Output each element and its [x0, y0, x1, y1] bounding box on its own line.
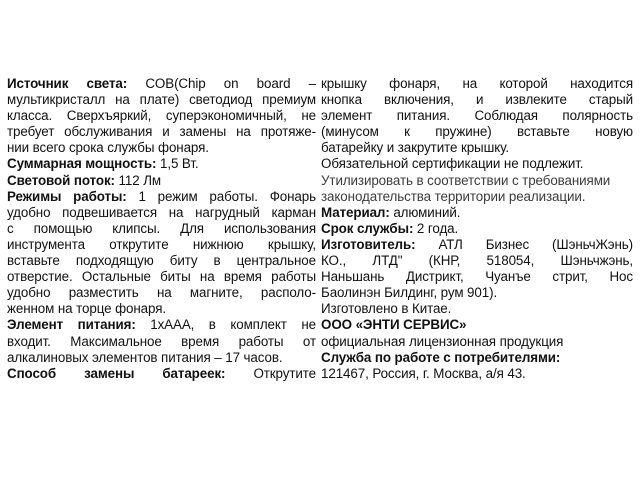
text-line: элемент питания. Соблюдая полярность — [321, 108, 633, 124]
text-line: (минусом к пружине) вставьте новую — [321, 124, 633, 140]
disposal-line: законодательства территории реализации. — [321, 188, 586, 204]
service-life-value: 2 года. — [413, 220, 459, 236]
material-key: Материал: — [321, 204, 390, 220]
battery-replace-key: Способ замены батареек: — [7, 365, 226, 381]
text-line: с помощью клипсы. Для использования — [7, 220, 316, 236]
modes-key: Режимы работы: — [7, 188, 127, 204]
customer-service-title: Служба по работе с потребителями: — [321, 349, 561, 365]
battery-value: 1хААА, в комплект не — [135, 317, 316, 333]
disposal-line: Утилизировать в соответствии с требованиями — [321, 172, 611, 188]
text-line: Обязательной сертификации не подлежит. — [321, 156, 584, 172]
manufacturer-value: АТЛ Бизнес (ШэньчЖэнь) — [415, 236, 633, 252]
luminous-flux-key: Световой поток: — [7, 172, 115, 188]
text-line: Баолинэн Билдинг, рум 901). — [321, 285, 498, 301]
text-line: вставьте подходящую биту в центральное — [7, 253, 316, 269]
text-line: Наньшань Дистрикт, Чуанъе стрит, Нос — [321, 269, 633, 285]
text-line: крышку фонаря, на которой находится — [321, 76, 633, 91]
text-line: кнопка включения, и извлеките старый — [321, 92, 633, 108]
text-line: батарейку и закрутите крышку. — [321, 140, 510, 156]
total-power-value: 1,5 Вт. — [156, 156, 199, 172]
modes-line — [7, 189, 316, 205]
license-line: официальная лицензионная продукция — [321, 333, 564, 349]
text-line: отверстие. Остальные биты на время работы — [7, 269, 316, 285]
text-line: мультикристалл на плате) светодиод премиум — [7, 92, 316, 108]
company-name: ООО «ЭНТИ СЕРВИС» — [321, 317, 467, 333]
luminous-flux-line — [7, 173, 316, 189]
service-life-line — [321, 221, 633, 237]
battery-replace-line — [7, 366, 316, 382]
text-line: класса. Сверхъяркий, суперэкономичный, не — [7, 108, 316, 124]
left-column — [7, 76, 316, 382]
light-source-line — [7, 76, 316, 92]
luminous-flux-value: 112 Лм — [114, 172, 161, 188]
manufacturer-line — [321, 237, 633, 253]
text-line: удобно разместить на магните, располо- — [7, 285, 316, 301]
material-line — [321, 205, 633, 221]
total-power-line — [7, 156, 316, 172]
modes-value: 1 режим работы. Фонарь — [126, 188, 316, 204]
service-life-key: Срок службы: — [321, 220, 414, 236]
text-line: КО., ЛТД" (КНР, 518054, Шэньчжэнь, — [321, 253, 633, 269]
text-line: удобно подвешивается на нагрудный карман — [7, 204, 316, 220]
made-in-line: Изготовлено в Китае. — [321, 301, 452, 317]
total-power-key: Суммарная мощность: — [7, 156, 157, 172]
light-source-key: Источник света: — [7, 76, 128, 91]
battery-key: Элемент питания: — [7, 317, 136, 333]
light-source-value: COB(Chip on board – — [127, 76, 316, 91]
text-line: требует обслуживания и замены на протяже- — [7, 124, 316, 140]
text-line: инструмента открутите нижнюю крышку, — [7, 236, 316, 252]
battery-replace-value: Открутите — [225, 365, 316, 381]
right-column — [321, 76, 633, 382]
text-line: алкалиновых элементов питания – 17 часов. — [7, 349, 283, 365]
text-line: входит. Максимальное время работы от — [7, 333, 316, 349]
customer-service-address: 121467, Россия, г. Москва, а/я 43. — [321, 365, 526, 381]
text-line: нии всего срока службы фонаря. — [7, 140, 209, 156]
text-line: женном на торце фонаря. — [7, 301, 166, 317]
battery-line — [7, 317, 316, 333]
material-value: алюминий. — [389, 204, 461, 220]
manufacturer-key: Изготовитель: — [321, 236, 416, 252]
